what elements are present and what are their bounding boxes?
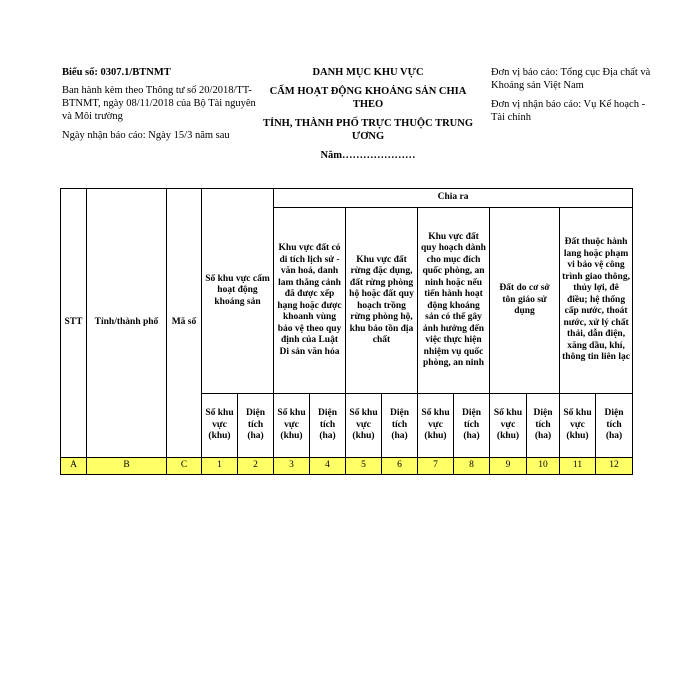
form-meta — [62, 66, 262, 148]
title-line-3: TỈNH, THÀNH PHỐ TRỰC THUỘC TRUNG ƯƠNG — [262, 118, 474, 142]
index-cell: 1 — [202, 458, 238, 475]
received-date-text: Ngày nhận báo cáo: Ngày 15/3 năm sau — [62, 130, 230, 141]
subheader-count: Số khu vực (khu) — [202, 394, 238, 458]
subheader-area: Diện tích (ha) — [527, 394, 560, 458]
index-cell: 7 — [418, 458, 454, 475]
header-code: Mã số — [167, 189, 202, 458]
subheader-area: Diện tích (ha) — [238, 394, 274, 458]
header-group-religion: Đất do cơ sở tôn giáo sử dụng — [490, 208, 560, 394]
title-line-1: DANH MỤC KHU VỰC — [312, 67, 424, 78]
index-cell: 5 — [346, 458, 382, 475]
document-title — [262, 66, 474, 162]
units-info — [491, 66, 651, 130]
index-cell: A — [61, 458, 87, 475]
index-cell: 8 — [454, 458, 490, 475]
header-province: Tỉnh/thành phố — [87, 189, 167, 458]
index-cell: 9 — [490, 458, 527, 475]
index-cell: 3 — [274, 458, 310, 475]
form-code: Biểu số: 0307.1/BTNMT — [62, 67, 171, 78]
report-table — [60, 188, 633, 475]
receiving-unit: Đơn vị nhận báo cáo: Vụ Kế hoạch - Tài chính — [491, 99, 646, 123]
title-line-2: CẤM HOẠT ĐỘNG KHOÁNG SẢN CHIA THEO — [269, 86, 467, 110]
column-index-row — [61, 458, 633, 475]
index-cell: 10 — [527, 458, 560, 475]
subheader-area: Diện tích (ha) — [454, 394, 490, 458]
header-group-infrastructure: Đất thuộc hành lang hoặc phạm vi bảo vệ công trình giao thông, thủy lợi, đê điều; hệ thống cấp nước, thoát nước, xử lý chất thải, dẫn điện, xăng dầu, khí, thông tin liên lạc — [560, 208, 633, 394]
subheader-count: Số khu vực (khu) — [274, 394, 310, 458]
reporting-unit: Đơn vị báo cáo: Tổng cục Địa chất và Khoáng sản Việt Nam — [491, 67, 651, 91]
header-group-heritage: Khu vực đất có di tích lịch sử - văn hoá, danh lam thắng cảnh đã được xếp hạng hoặc được khoanh vùng bảo vệ theo quy định của Luật Di sản văn hóa — [274, 208, 346, 394]
issued-by-text: Ban hành kèm theo Thông tư số 20/2018/TT-BTNMT, ngày 08/11/2018 của Bộ Tài nguyên và Môi trường — [62, 85, 256, 122]
index-cell: 12 — [596, 458, 633, 475]
index-cell: 4 — [310, 458, 346, 475]
index-cell: 2 — [238, 458, 274, 475]
header-count-area: Số khu vực cấm hoạt động khoáng sản — [202, 189, 274, 394]
index-cell: 6 — [382, 458, 418, 475]
subheader-count: Số khu vực (khu) — [560, 394, 596, 458]
subheader-area: Diện tích (ha) — [382, 394, 418, 458]
header-group-forest: Khu vực đất rừng đặc dụng, đất rừng phòng hộ hoặc đất quy hoạch trồng rừng phòng hộ, khu bảo tồn địa chất — [346, 208, 418, 394]
subheader-count: Số khu vực (khu) — [346, 394, 382, 458]
subheader-count: Số khu vực (khu) — [490, 394, 527, 458]
year-line: Năm………………… — [320, 150, 416, 161]
index-cell: B — [87, 458, 167, 475]
header-group-defense: Khu vực đất quy hoạch dành cho mục đích quốc phòng, an ninh hoặc nếu tiến hành hoạt động khoáng sản có thể gây ảnh hưởng đến việc thực hiện nhiệm vụ quốc phòng, an ninh — [418, 208, 490, 394]
index-cell: C — [167, 458, 202, 475]
subheader-area: Diện tích (ha) — [596, 394, 633, 458]
subheader-area: Diện tích (ha) — [310, 394, 346, 458]
header-stt: STT — [61, 189, 87, 458]
subheader-count: Số khu vực (khu) — [418, 394, 454, 458]
index-cell: 11 — [560, 458, 596, 475]
header-chia-ra: Chia ra — [274, 189, 633, 208]
